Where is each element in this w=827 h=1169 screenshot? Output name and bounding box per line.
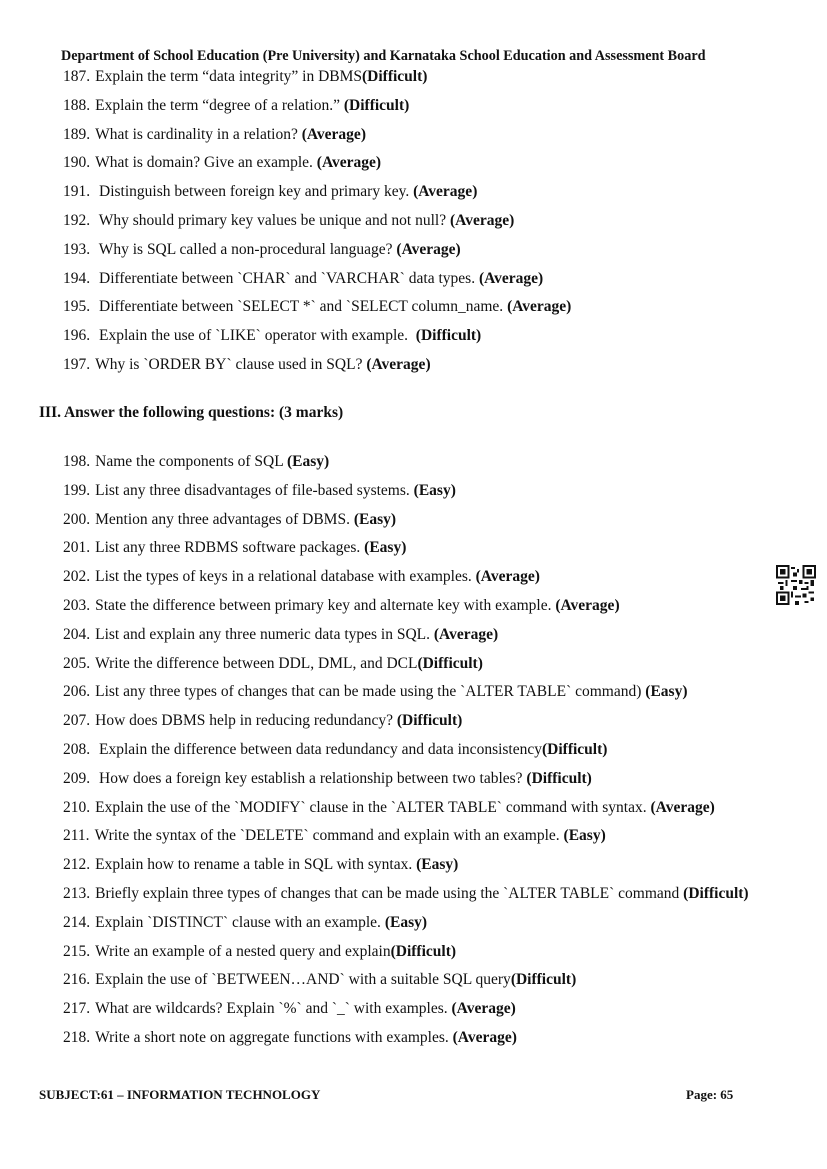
qr-code-icon (776, 565, 816, 605)
question-number: 205. (63, 654, 91, 672)
question-text: Differentiate between `SELECT *` and `SELECT column_name. (95, 298, 508, 316)
question-number: 191. (63, 183, 91, 201)
question-number: 214. (63, 913, 91, 931)
difficulty-label: (Average) (301, 125, 366, 143)
question-text: Why should primary key values be unique and not null? (95, 212, 450, 229)
difficulty-label: (Average) (413, 183, 478, 201)
question-number: 211. (63, 827, 90, 845)
question-number: 212. (63, 856, 91, 874)
question-number: 190. (63, 154, 91, 172)
question-item (63, 597, 620, 615)
difficulty-label: (Easy) (384, 913, 428, 931)
question-item (63, 1029, 517, 1047)
difficulty-label: (Difficult) (417, 654, 483, 672)
question-number: 188. (63, 96, 91, 114)
difficulty-label: (Average) (366, 356, 431, 373)
question-number: 204. (63, 625, 91, 643)
question-item (63, 270, 543, 288)
question-text: Explain how to rename a table in SQL with syntax. (95, 856, 417, 874)
question-item (63, 97, 409, 115)
question-item (63, 827, 606, 845)
question-item (63, 885, 749, 903)
question-text: Briefly explain three types of changes that can be made using the `ALTER TABLE` command (95, 885, 684, 902)
question-text: Explain the difference between data redundancy and data inconsistency (95, 741, 542, 758)
question-item (63, 683, 687, 701)
question-item (63, 356, 431, 374)
question-item (63, 68, 427, 86)
question-number: 202. (63, 568, 91, 586)
question-text: Why is `ORDER BY` clause used in SQL? (95, 356, 367, 373)
question-number: 196. (63, 327, 91, 345)
difficulty-label: (Easy) (353, 510, 397, 528)
question-text: List any three RDBMS software packages. (95, 539, 365, 557)
question-text: Differentiate between `CHAR` and `VARCHAR` data types. (95, 269, 479, 287)
difficulty-label: (Average) (507, 298, 572, 316)
question-text: List any three types of changes that can be made using the `ALTER TABLE` command) (95, 683, 646, 701)
question-item (63, 126, 366, 144)
question-number: 197. (63, 356, 91, 373)
question-number: 215. (63, 942, 91, 960)
difficulty-label: (Difficult) (396, 712, 463, 730)
question-text: How does a foreign key establish a relationship between two tables? (95, 769, 527, 787)
difficulty-label: (Easy) (563, 827, 606, 845)
difficulty-label: (Average) (650, 798, 715, 816)
question-number: 199. (63, 481, 91, 499)
page-header: Department of School Education (Pre University) and Karnataka School Education and Assessment Board (61, 48, 706, 64)
question-number: 208. (63, 741, 91, 758)
question-item (63, 856, 458, 874)
question-number: 209. (63, 769, 91, 787)
question-text: State the difference between primary key and alternate key with example. (95, 597, 556, 614)
question-item (63, 241, 461, 259)
footer-subject: SUBJECT:61 – INFORMATION TECHNOLOGY (39, 1087, 321, 1102)
question-item (63, 799, 715, 817)
difficulty-label: (Average) (452, 1029, 517, 1046)
question-number: 203. (63, 597, 91, 614)
question-text: What is cardinality in a relation? (95, 125, 302, 143)
difficulty-label: (Easy) (413, 481, 456, 499)
difficulty-label: (Average) (433, 625, 499, 643)
question-text: Explain the use of the `MODIFY` clause in the `ALTER TABLE` command with syntax. (95, 798, 651, 816)
question-item (63, 539, 406, 557)
question-number: 207. (63, 712, 91, 730)
question-text: Explain the use of `BETWEEN…AND` with a suitable SQL query (95, 971, 511, 989)
question-item (63, 327, 481, 345)
question-item (63, 914, 427, 932)
question-text: List any three disadvantages of file-based systems. (95, 481, 414, 499)
question-item (63, 1000, 516, 1018)
question-text: What are wildcards? Explain `%` and `_` with examples. (95, 1000, 452, 1018)
question-item (63, 568, 540, 586)
question-text: Write a short note on aggregate functions with examples. (95, 1029, 453, 1046)
question-item (63, 298, 571, 316)
question-number: 194. (63, 269, 91, 287)
question-item (63, 154, 381, 172)
question-item (63, 943, 456, 961)
difficulty-label: (Difficult) (362, 68, 428, 85)
question-number: 201. (63, 539, 91, 557)
difficulty-label: (Difficult) (343, 96, 410, 114)
question-text: Explain the term “data integrity” in DBMS (95, 68, 363, 85)
question-number: 198. (63, 453, 91, 470)
difficulty-label: (Easy) (645, 683, 688, 701)
question-text: Explain the term “degree of a relation.” (95, 96, 344, 114)
question-text: List the types of keys in a relational database with examples. (95, 568, 476, 586)
question-text: Name the components of SQL (95, 453, 287, 470)
difficulty-label: (Average) (316, 154, 382, 172)
difficulty-label: (Difficult) (510, 971, 577, 989)
question-number: 192. (63, 212, 91, 229)
question-item (63, 655, 483, 673)
difficulty-label: (Easy) (364, 539, 407, 557)
question-item (63, 511, 396, 529)
question-text: Explain the use of `LIKE` operator with example. (95, 327, 416, 345)
difficulty-label: (Difficult) (415, 327, 482, 345)
question-item (63, 741, 607, 759)
question-text: What is domain? Give an example. (95, 154, 317, 172)
difficulty-label: (Difficult) (390, 942, 457, 960)
question-number: 210. (63, 798, 91, 816)
question-item (63, 453, 329, 471)
difficulty-label: (Easy) (286, 453, 330, 470)
question-text: Write the difference between DDL, DML, and DCL (95, 654, 418, 672)
question-text: Write an example of a nested query and explain (95, 942, 391, 960)
question-text: Distinguish between foreign key and primary key. (95, 183, 414, 201)
question-number: 200. (63, 510, 91, 528)
question-number: 193. (63, 240, 91, 258)
footer-page-number: Page: 65 (686, 1087, 734, 1102)
question-text: List and explain any three numeric data types in SQL. (95, 625, 434, 643)
question-item (63, 971, 576, 989)
question-number: 195. (63, 298, 91, 316)
question-number: 189. (63, 125, 91, 143)
difficulty-label: (Difficult) (526, 769, 592, 787)
question-number: 218. (63, 1029, 91, 1046)
difficulty-label: (Average) (475, 568, 540, 586)
question-text: Explain `DISTINCT` clause with an example. (95, 913, 385, 931)
difficulty-label: (Average) (478, 269, 544, 287)
question-item (63, 712, 462, 730)
difficulty-label: (Average) (396, 240, 461, 258)
difficulty-label: (Average) (555, 597, 620, 614)
question-number: 216. (63, 971, 91, 989)
question-item (63, 482, 456, 500)
question-item (63, 770, 592, 788)
question-text: Write the syntax of the `DELETE` command and explain with an example. (94, 827, 564, 845)
difficulty-label: (Easy) (416, 856, 459, 874)
section-title: III. Answer the following questions: (3 marks) (39, 404, 344, 421)
question-number: 217. (63, 1000, 91, 1018)
question-number: 206. (63, 683, 91, 701)
question-number: 187. (63, 68, 91, 85)
question-item (63, 183, 477, 201)
difficulty-label: (Difficult) (542, 741, 608, 758)
difficulty-label: (Average) (449, 212, 515, 229)
question-item (63, 626, 498, 644)
question-text: How does DBMS help in reducing redundancy? (95, 712, 397, 730)
question-number: 213. (63, 885, 91, 902)
question-text: Mention any three advantages of DBMS. (95, 510, 354, 528)
difficulty-label: (Difficult) (683, 885, 749, 902)
question-item (63, 212, 514, 230)
difficulty-label: (Average) (451, 1000, 516, 1018)
question-text: Why is SQL called a non-procedural language? (95, 240, 397, 258)
